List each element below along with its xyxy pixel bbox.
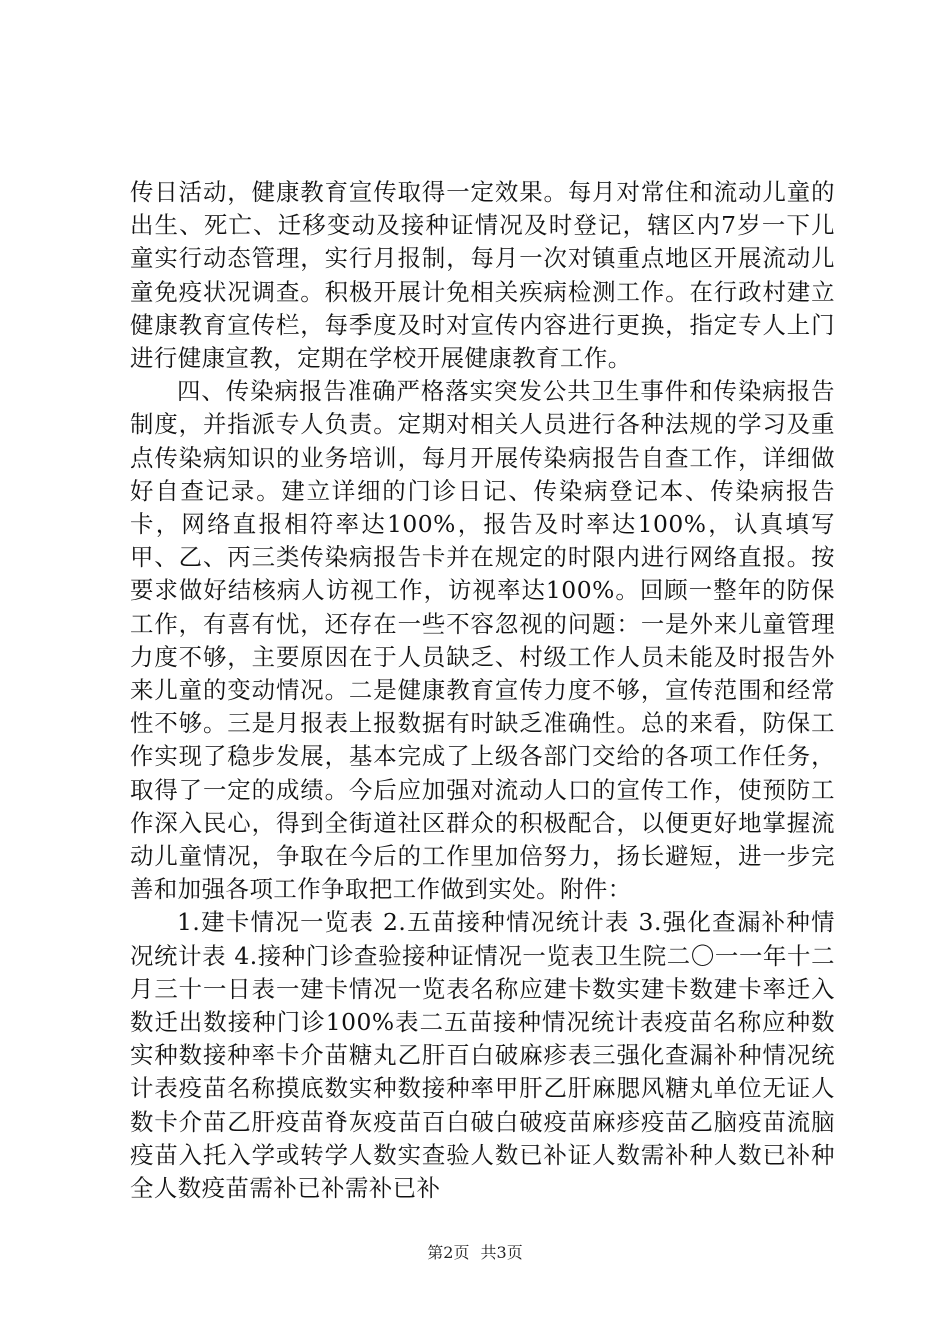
paragraph-attachments: 1.建卡情况一览表 2.五苗接种情况统计表 3.强化查漏补种情况统计表 4.接种门诊查验接种证情况一览表卫生院二〇一一年十二月三十一日表一建卡情况一览表名称应建卡数实建卡数建卡率迁入数迁出数接种门诊100%表二五苗接种情况统计表疫苗名称应种数实种数接种率卡介苗糖丸乙肝百白破麻疹表三强化查漏补种情况统计表疫苗名称摸底数实种数接种率甲肝乙肝麻腮风糖丸单位无证人数卡介苗乙肝疫苗脊灰疫苗百白破白破疫苗麻疹疫苗乙脑疫苗流脑疫苗入托入学或转学人数实查验人数已补证人数需补种人数已补种全人数疫苗需补已补需补已补 xyxy=(130,908,835,1203)
page-number: 第2页 xyxy=(427,1243,470,1262)
paragraph-health-education: 传日活动，健康教育宣传取得一定效果。每月对常住和流动儿童的出生、死亡、迁移变动及接种证情况及时登记，辖区内7岁一下儿童实行动态管理，实行月报制，每月一次对镇重点地区开展流动儿童免疫状况调查。积极开展计免相关疾病检测工作。在行政村建立健康教育宣传栏，每季度及时对宣传内容进行更换，指定专人上门进行健康宣教，定期在学校开展健康教育工作。 xyxy=(130,178,835,373)
page-total: 共3页 xyxy=(480,1243,523,1262)
document-body xyxy=(130,176,835,1205)
page-footer xyxy=(0,1242,950,1264)
paragraph-infectious-disease-report: 四、传染病报告准确严格落实突发公共卫生事件和传染病报告制度，并指派专人负责。定期对相关人员进行各种法规的学习及重点传染病知识的业务培训，每月开展传染病报告自查工作，详细做好自查记录。建立详细的门诊日记、传染病登记本、传染病报告卡，网络直报相符率达100%，报告及时率达100%，认真填写甲、乙、丙三类传染病报告卡并在规定的时限内进行网络直报。按要求做好结核病人访视工作，访视率达100%。回顾一整年的防保工作，有喜有忧，还存在一些不容忽视的问题：一是外来儿童管理力度不够，主要原因在于人员缺乏、村级工作人员未能及时报告外来儿童的变动情况。二是健康教育宣传力度不够，宣传范围和经常性不够。三是月报表上报数据有时缺乏准确性。总的来看，防保工作实现了稳步发展，基本完成了上级各部门交给的各项工作任务，取得了一定的成绩。今后应加强对流动人口的宣传工作，使预防工作深入民心，得到全街道社区群众的积极配合，以便更好地掌握流动儿童情况，争取在今后的工作里加倍努力，扬长避短，进一步完善和加强各项工作争取把工作做到实处。附件： xyxy=(130,377,835,904)
